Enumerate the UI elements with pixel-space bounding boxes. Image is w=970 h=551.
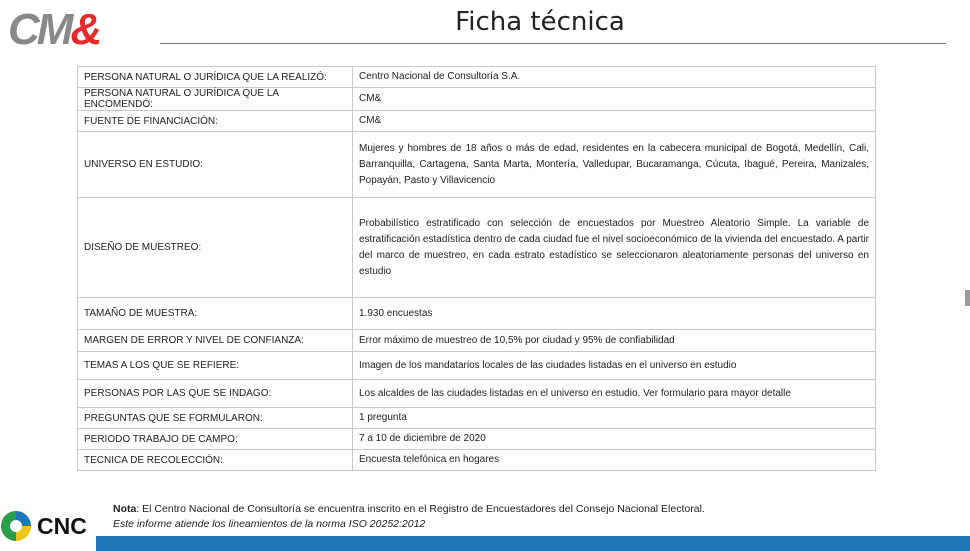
row-value: Error máximo de muestreo de 10,5% por ciudad y 95% de confiabilidad [353, 330, 876, 352]
table-row [78, 67, 876, 88]
row-value: Imagen de los mandatarios locales de las ciudades listadas en el universo en estudio [353, 352, 876, 380]
cnc-logo-center [10, 520, 22, 532]
scroll-indicator [965, 290, 970, 306]
cm-logo [8, 5, 123, 54]
row-label: PREGUNTAS QUE SE FORMULARON: [78, 408, 353, 429]
footer-iso-note: Este informe atiende los lineamientos de la norma ISO 20252:2012 [113, 518, 426, 530]
row-value: 1.930 encuestas [353, 298, 876, 330]
cm-logo-text: CM [8, 5, 71, 54]
row-label: PERSONA NATURAL O JURÍDICA QUE LA ENCOMENDÓ: [78, 88, 353, 111]
footer-note [113, 503, 705, 515]
row-value: CM& [353, 111, 876, 132]
row-label: PERIODO TRABAJO DE CAMPO: [78, 429, 353, 450]
table-row [78, 132, 876, 198]
table-row [78, 352, 876, 380]
row-label: DISEÑO DE MUESTREO: [78, 198, 353, 298]
table-row [78, 450, 876, 471]
row-value: Probabilístico estratificado con selección de encuestados por Muestreo Aleatorio Simple. La variable de estratificación estadística dentro de cada ciudad fue el nivel socioeconómico de la vivienda del encuestado. A partir del marco de muestreo, en cada estrato estadístico se seleccionaron aleatoriamente personas del universo en estudio [353, 198, 876, 298]
title-divider [160, 43, 946, 44]
row-label: PERSONAS POR LAS QUE SE INDAGO: [78, 380, 353, 408]
table-row [78, 429, 876, 450]
table-row [78, 298, 876, 330]
row-label: PERSONA NATURAL O JURÍDICA QUE LA REALIZÓ: [78, 67, 353, 88]
table-row [78, 198, 876, 298]
row-label: TEMAS A LOS QUE SE REFIERE: [78, 352, 353, 380]
row-label: TAMAÑO DE MUESTRA: [78, 298, 353, 330]
row-value: Encuesta telefónica en hogares [353, 450, 876, 471]
row-value: CM& [353, 88, 876, 111]
table-row [78, 380, 876, 408]
cnc-logo-text: CNC [37, 513, 87, 539]
table-row [78, 330, 876, 352]
row-value: Centro Nacional de Consultoría S.A. [353, 67, 876, 88]
table-row [78, 88, 876, 111]
page-title: Ficha técnica [455, 7, 625, 37]
table-row [78, 408, 876, 429]
footer-note-label: Nota [113, 503, 137, 515]
row-value: Mujeres y hombres de 18 años o más de edad, residentes en la cabecera municipal de Bogotá, Medellín, Cali, Barranquilla, Cartagena, Santa Marta, Montería, Valledupar, Bucaramanga, Cúcuta, Ibagué, Pereira, Manizales, Popayán, Pasto y Villavicencio [353, 132, 876, 198]
footer-bar [96, 536, 970, 551]
footer-note-text: : El Centro Nacional de Consultoría se encuentra inscrito en el Registro de Encuestadores del Consejo Nacional Electoral. [136, 503, 705, 515]
cm-logo-ampersand: & [70, 5, 100, 54]
row-value: 7 a 10 de diciembre de 2020 [353, 429, 876, 450]
row-label: UNIVERSO EN ESTUDIO: [78, 132, 353, 198]
table-row [78, 111, 876, 132]
row-label: MARGEN DE ERROR Y NIVEL DE CONFIANZA: [78, 330, 353, 352]
row-label: TECNICA DE RECOLECCIÓN: [78, 450, 353, 471]
row-label: FUENTE DE FINANCIACIÓN: [78, 111, 353, 132]
technical-sheet-table [77, 66, 876, 471]
row-value: 1 pregunta [353, 408, 876, 429]
row-value: Los alcaldes de las ciudades listadas en el universo en estudio. Ver formulario para mayor detalle [353, 380, 876, 408]
